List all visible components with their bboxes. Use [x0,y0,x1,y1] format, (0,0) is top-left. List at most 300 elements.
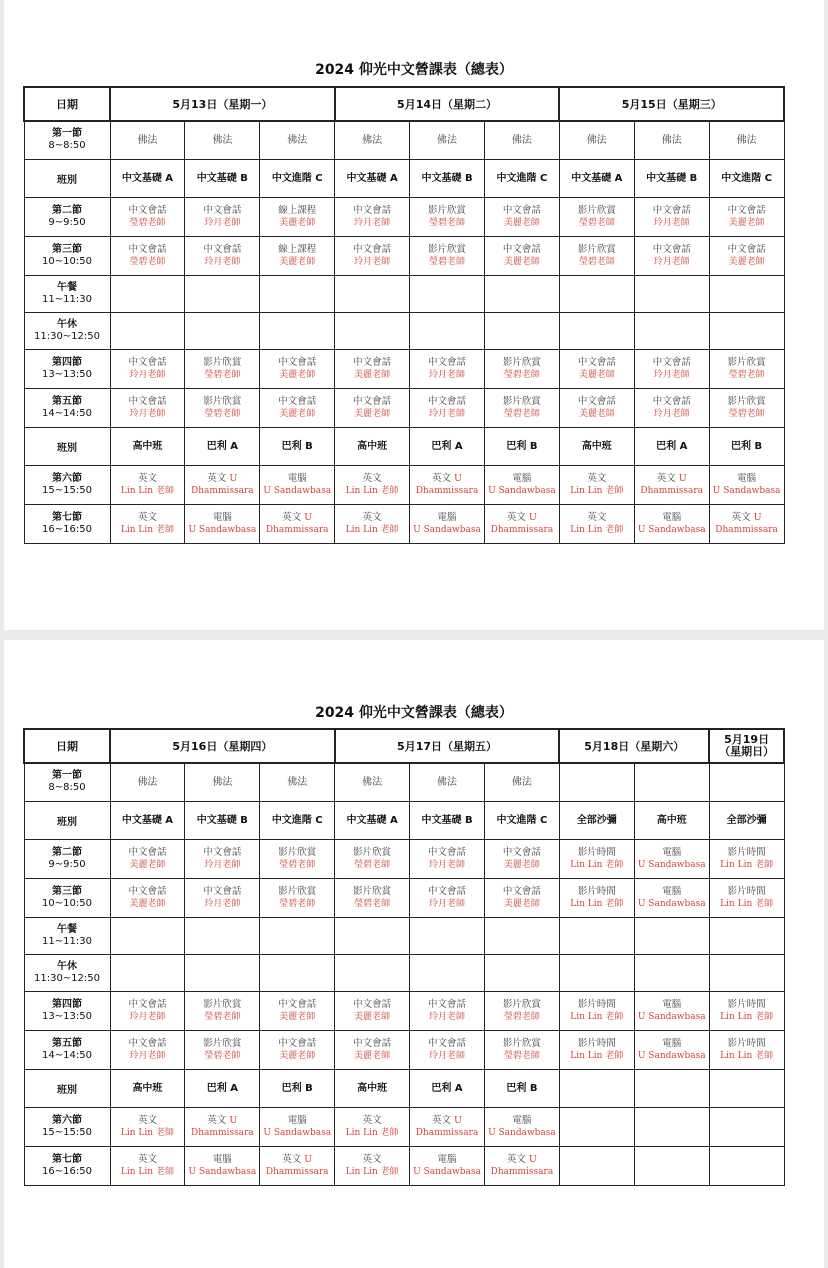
lesson-teacher: 瑩碧老師 [354,898,391,909]
lesson-cell [559,878,634,917]
period-label [24,312,110,349]
lesson-teacher: 瑩碧老師 [204,1050,241,1061]
subject-text: 英文 [656,472,679,484]
lesson-subject: 電腦 [287,472,307,484]
lesson-teacher: U Sandawbasa [413,524,481,535]
lesson-subject: 佛法 [287,134,308,146]
class-name-cell: 高中班 [335,427,410,465]
period-name: 第六節 [52,1114,82,1126]
lesson-cell [634,236,709,275]
lesson-subject: 電腦 [212,1153,232,1165]
lesson-teacher: 美麗老師 [354,408,391,419]
lesson-teacher: 玲月老師 [429,369,466,380]
lesson-teacher: 美麗老師 [503,859,540,870]
lesson-cell [634,504,709,543]
lesson-subject: 電腦 [662,846,682,858]
lesson-teacher: 玲月老師 [653,256,690,267]
lesson-teacher: U Sandawbasa [488,1127,556,1138]
lesson-teacher: U Sandawbasa [413,1166,481,1177]
lesson-subject: 影片欣賞 [203,395,242,407]
lesson-subject: 中文會話 [128,395,167,407]
lesson-subject: 電腦 [662,1037,682,1049]
period-name: 第四節 [52,998,82,1010]
lesson-subject [410,472,484,485]
period-row [24,121,784,159]
lesson-cell [484,388,559,427]
lesson-cell [484,236,559,275]
subject-text: 英文 [506,1153,529,1165]
period-label [24,1030,110,1069]
lesson-cell [260,1107,335,1146]
lesson-cell [335,1107,410,1146]
lesson-teacher: 玲月老師 [354,256,391,267]
lesson-teacher: Lin Lin 老師 [345,1166,399,1177]
lesson-cell [410,1030,485,1069]
period-name: 第一節 [52,128,82,140]
lesson-cell [634,121,709,159]
lesson-subject: 中文會話 [353,356,392,368]
lesson-teacher: 瑩碧老師 [503,1050,540,1061]
subject-text: 英文 [207,1114,230,1126]
lesson-cell [410,991,485,1030]
lesson-subject: 影片欣賞 [577,204,616,216]
lesson-subject: 電腦 [287,1114,307,1126]
lesson-subject: 佛法 [437,134,458,146]
lesson-subject: 電腦 [737,472,757,484]
empty-cell [260,312,335,349]
lesson-cell [335,763,410,801]
class-name-cell: 中文基礎 B [634,159,709,197]
lesson-subject: 電腦 [512,472,532,484]
lesson-teacher: Dhammissara [490,1166,554,1177]
lesson-subject: 中文會話 [652,395,691,407]
lesson-cell [410,197,485,236]
lesson-cell [559,121,634,159]
period-name: 第二節 [52,204,82,216]
period-row [24,312,784,349]
lesson-cell [709,839,784,878]
lesson-cell [709,121,784,159]
period-name: 第七節 [52,511,82,523]
lesson-cell [260,504,335,543]
period-time: 15~15:50 [42,1126,92,1138]
lesson-cell [410,121,485,159]
lesson-cell [559,388,634,427]
date-header: 5月13日（星期一） [110,87,335,121]
period-row [24,349,784,388]
lesson-subject: 影片欣賞 [727,395,766,407]
lesson-cell [185,1107,260,1146]
lesson-cell [709,465,784,504]
lesson-subject: 中文會話 [428,395,467,407]
subject-teacher-prefix: U [229,472,238,484]
lesson-teacher: Lin Lin 老師 [120,524,174,535]
subject-text: 英文 [207,472,230,484]
lesson-subject: 佛法 [736,134,757,146]
lesson-cell [484,763,559,801]
date-header: 5月16日（星期四） [110,729,335,763]
lesson-cell [110,878,185,917]
class-name-cell: 中文基礎 B [185,801,260,839]
lesson-teacher: U Sandawbasa [637,859,706,870]
period-time: 16~16:50 [42,1165,92,1177]
lesson-cell [484,1030,559,1069]
lesson-subject: 佛法 [362,134,383,146]
period-label [24,954,110,991]
subject-text: 英文 [506,511,529,523]
lesson-subject: 中文會話 [502,243,541,255]
period-label [24,121,110,159]
lesson-teacher: Dhammissara [490,524,554,535]
schedule-table [23,86,785,544]
lesson-subject: 中文會話 [502,885,541,897]
empty-cell [335,917,410,954]
empty-cell [559,275,634,312]
lesson-subject: 影片時間 [727,1037,766,1049]
subject-teacher-prefix: U [678,472,687,484]
empty-cell [260,954,335,991]
lesson-cell [410,1107,485,1146]
empty-cell [484,275,559,312]
lesson-subject: 電腦 [437,511,457,523]
period-label [24,917,110,954]
lesson-cell [335,878,410,917]
lesson-subject: 佛法 [511,134,532,146]
subject-text: 英文 [282,511,305,523]
lesson-subject: 電腦 [662,998,682,1010]
lesson-teacher: Lin Lin 老師 [570,524,624,535]
period-time: 8~8:50 [48,782,86,794]
lesson-subject: 中文會話 [353,998,392,1010]
empty-cell [559,312,634,349]
lesson-subject [185,472,259,485]
lesson-teacher: 美麗老師 [279,369,316,380]
lesson-subject: 中文會話 [128,356,167,368]
class-name-cell: 巴利 B [709,427,784,465]
lesson-cell [260,878,335,917]
period-time: 11:30~12:50 [33,330,100,342]
class-name-cell: 巴利 B [260,427,335,465]
lesson-teacher: U Sandawbasa [263,485,332,496]
period-name: 午休 [57,960,77,972]
lesson-teacher: 玲月老師 [653,217,690,228]
lesson-cell [484,1146,559,1185]
lesson-teacher: Dhammissara [415,485,479,496]
lesson-subject: 影片欣賞 [502,356,541,368]
lesson-subject: 電腦 [512,1114,532,1126]
lesson-subject [260,1153,334,1166]
lesson-cell [709,349,784,388]
lesson-cell [260,388,335,427]
period-name: 午餐 [57,923,77,935]
empty-cell [260,275,335,312]
lesson-teacher: Lin Lin 老師 [345,1127,399,1138]
lesson-teacher: 瑩碧老師 [204,369,241,380]
period-row [24,991,784,1030]
class-name-cell [559,1069,634,1107]
subject-teacher-prefix: U [528,511,537,523]
lesson-cell [185,763,260,801]
lesson-subject: 佛法 [661,134,682,146]
lesson-subject [485,511,559,524]
lesson-teacher: 玲月老師 [429,859,466,870]
lesson-cell [709,1146,784,1185]
lesson-teacher: 瑩碧老師 [204,408,241,419]
lesson-cell [335,121,410,159]
class-name-cell: 全部沙彌 [709,801,784,839]
lesson-cell [335,1030,410,1069]
lesson-cell [260,1146,335,1185]
lesson-cell [634,839,709,878]
lesson-subject: 中文會話 [128,998,167,1010]
empty-cell [110,312,185,349]
lesson-teacher: 瑩碧老師 [129,256,166,267]
date-header-label: 日期 [24,729,110,763]
class-name-cell [634,1069,709,1107]
period-label [24,197,110,236]
period-row [24,504,784,543]
period-row [24,197,784,236]
lesson-cell [709,763,784,801]
lesson-teacher: Lin Lin 老師 [720,1050,774,1061]
lesson-subject: 佛法 [586,134,607,146]
lesson-cell [185,878,260,917]
lesson-cell [185,197,260,236]
date-header-line: （星期日） [719,745,775,758]
class-name-cell: 高中班 [559,427,634,465]
lesson-cell [260,236,335,275]
lesson-cell [185,504,260,543]
subject-teacher-prefix: U [304,511,313,523]
empty-cell [410,312,485,349]
class-name-cell: 高中班 [110,427,185,465]
lesson-cell [709,388,784,427]
lesson-subject: 影片時間 [727,885,766,897]
lesson-cell [110,504,185,543]
class-name-cell: 中文基礎 A [110,801,185,839]
empty-cell [634,954,709,991]
lesson-cell [185,1030,260,1069]
period-label [24,275,110,312]
period-time: 14~14:50 [42,1049,92,1061]
class-row-label: 班別 [24,427,110,465]
lesson-teacher: U Sandawbasa [188,524,257,535]
lesson-subject [635,472,709,485]
lesson-teacher: 瑩碧老師 [728,408,765,419]
lesson-subject: 中文會話 [577,395,616,407]
lesson-teacher: 玲月老師 [204,256,241,267]
lesson-subject: 中文會話 [353,204,392,216]
lesson-cell [634,1030,709,1069]
class-name-cell: 巴利 A [410,1069,485,1107]
lesson-subject: 影片時間 [577,885,616,897]
lesson-cell [559,763,634,801]
empty-cell [559,954,634,991]
class-name-cell: 巴利 B [484,1069,559,1107]
lesson-cell [709,1030,784,1069]
lesson-teacher: 玲月老師 [429,1011,466,1022]
period-time: 11~11:30 [42,935,92,947]
lesson-subject: 影片時間 [727,846,766,858]
lesson-subject [185,1114,259,1127]
date-header: 5月17日（星期五） [335,729,560,763]
lesson-teacher: U Sandawbasa [637,1011,706,1022]
lesson-subject: 中文會話 [652,356,691,368]
lesson-teacher: U Sandawbasa [263,1127,332,1138]
period-label [24,236,110,275]
lesson-teacher: 美麗老師 [503,256,540,267]
lesson-teacher: 瑩碧老師 [503,369,540,380]
lesson-teacher: U Sandawbasa [637,524,706,535]
lesson-teacher: Lin Lin 老師 [120,485,174,496]
lesson-cell [559,465,634,504]
lesson-cell [559,991,634,1030]
lesson-subject: 影片欣賞 [428,243,467,255]
header-row [24,729,784,763]
lesson-teacher: Dhammissara [640,485,704,496]
lesson-cell [410,388,485,427]
lesson-cell [110,991,185,1030]
period-row [24,388,784,427]
class-name-cell: 巴利 B [484,427,559,465]
period-time: 9~9:50 [48,858,86,870]
lesson-subject: 中文會話 [203,846,242,858]
subject-teacher-prefix: U [229,1114,238,1126]
lesson-teacher: 瑩碧老師 [429,256,466,267]
lesson-subject: 英文 [137,511,157,523]
lesson-cell [260,839,335,878]
lesson-cell [335,465,410,504]
class-name-cell: 中文基礎 B [410,159,485,197]
lesson-subject: 中文會話 [128,846,167,858]
lesson-teacher: U Sandawbasa [188,1166,257,1177]
lesson-teacher: 玲月老師 [429,408,466,419]
lesson-cell [110,1146,185,1185]
lesson-teacher: 瑩碧老師 [503,1011,540,1022]
lesson-subject: 影片時間 [577,998,616,1010]
lesson-cell [260,763,335,801]
lesson-teacher: U Sandawbasa [712,485,781,496]
lesson-teacher: Lin Lin 老師 [570,898,624,909]
lesson-teacher: 美麗老師 [503,217,540,228]
lesson-teacher: 玲月老師 [129,1050,166,1061]
lesson-teacher: 美麗老師 [354,369,391,380]
lesson-subject: 中文會話 [128,243,167,255]
class-name-cell: 中文基礎 A [110,159,185,197]
period-label [24,839,110,878]
lesson-subject: 佛法 [137,776,158,788]
lesson-cell [559,504,634,543]
lesson-teacher: Lin Lin 老師 [570,859,624,870]
subject-teacher-prefix: U [304,1153,313,1165]
lesson-teacher: Lin Lin 老師 [720,859,774,870]
lesson-cell [559,236,634,275]
period-name: 午餐 [57,281,77,293]
empty-cell [709,954,784,991]
lesson-subject: 英文 [587,511,607,523]
lesson-cell [410,878,485,917]
lesson-cell [110,388,185,427]
lesson-cell [410,465,485,504]
period-name: 第三節 [52,243,82,255]
lesson-teacher: 瑩碧老師 [279,859,316,870]
lesson-subject: 影片時間 [577,1037,616,1049]
lesson-subject: 英文 [137,1153,157,1165]
class-name-cell: 巴利 B [260,1069,335,1107]
class-name-cell: 中文基礎 B [185,159,260,197]
lesson-subject: 線上課程 [278,243,317,255]
lesson-cell [484,878,559,917]
lesson-subject: 英文 [587,472,607,484]
lesson-subject: 佛法 [212,134,233,146]
lesson-subject: 佛法 [212,776,233,788]
class-name-cell [709,1069,784,1107]
lesson-cell [559,349,634,388]
lesson-cell [410,839,485,878]
lesson-subject: 影片欣賞 [577,243,616,255]
lesson-cell [260,991,335,1030]
lesson-teacher: 瑩碧老師 [503,408,540,419]
lesson-cell [260,1030,335,1069]
class-name-cell: 中文基礎 A [335,159,410,197]
lesson-cell [559,839,634,878]
subject-teacher-prefix: U [454,472,463,484]
lesson-cell [335,197,410,236]
period-label [24,878,110,917]
lesson-teacher: 瑩碧老師 [279,898,316,909]
period-label [24,991,110,1030]
period-row [24,275,784,312]
lesson-cell [110,465,185,504]
lesson-teacher: Lin Lin 老師 [570,1050,624,1061]
period-row [24,763,784,801]
period-name: 第五節 [52,395,82,407]
lesson-cell [110,197,185,236]
class-name-cell: 中文基礎 B [410,801,485,839]
lesson-subject: 中文會話 [428,356,467,368]
lesson-cell [185,991,260,1030]
empty-cell [110,275,185,312]
lesson-subject: 佛法 [437,776,458,788]
period-time: 9~9:50 [48,216,86,228]
lesson-teacher: 瑩碧老師 [728,369,765,380]
lesson-subject: 中文會話 [203,885,242,897]
date-header [709,729,784,763]
class-name-cell: 高中班 [335,1069,410,1107]
period-name: 午休 [57,318,77,330]
lesson-teacher: 玲月老師 [129,369,166,380]
lesson-subject [260,511,334,524]
period-label [24,388,110,427]
date-header-line: 5月19日 [724,733,770,746]
period-row [24,465,784,504]
lesson-subject: 影片欣賞 [203,998,242,1010]
lesson-subject: 佛法 [137,134,158,146]
lesson-teacher: 美麗老師 [129,859,166,870]
lesson-cell [634,388,709,427]
period-name: 第一節 [52,770,82,782]
lesson-subject: 影片欣賞 [203,1037,242,1049]
lesson-subject: 中文會話 [577,356,616,368]
schedule-page-1 [4,0,824,630]
date-header: 5月15日（星期三） [559,87,784,121]
lesson-cell [110,121,185,159]
date-header: 5月18日（星期六） [559,729,709,763]
lesson-cell [634,1146,709,1185]
lesson-cell [335,236,410,275]
class-row [24,801,784,839]
lesson-cell [709,991,784,1030]
